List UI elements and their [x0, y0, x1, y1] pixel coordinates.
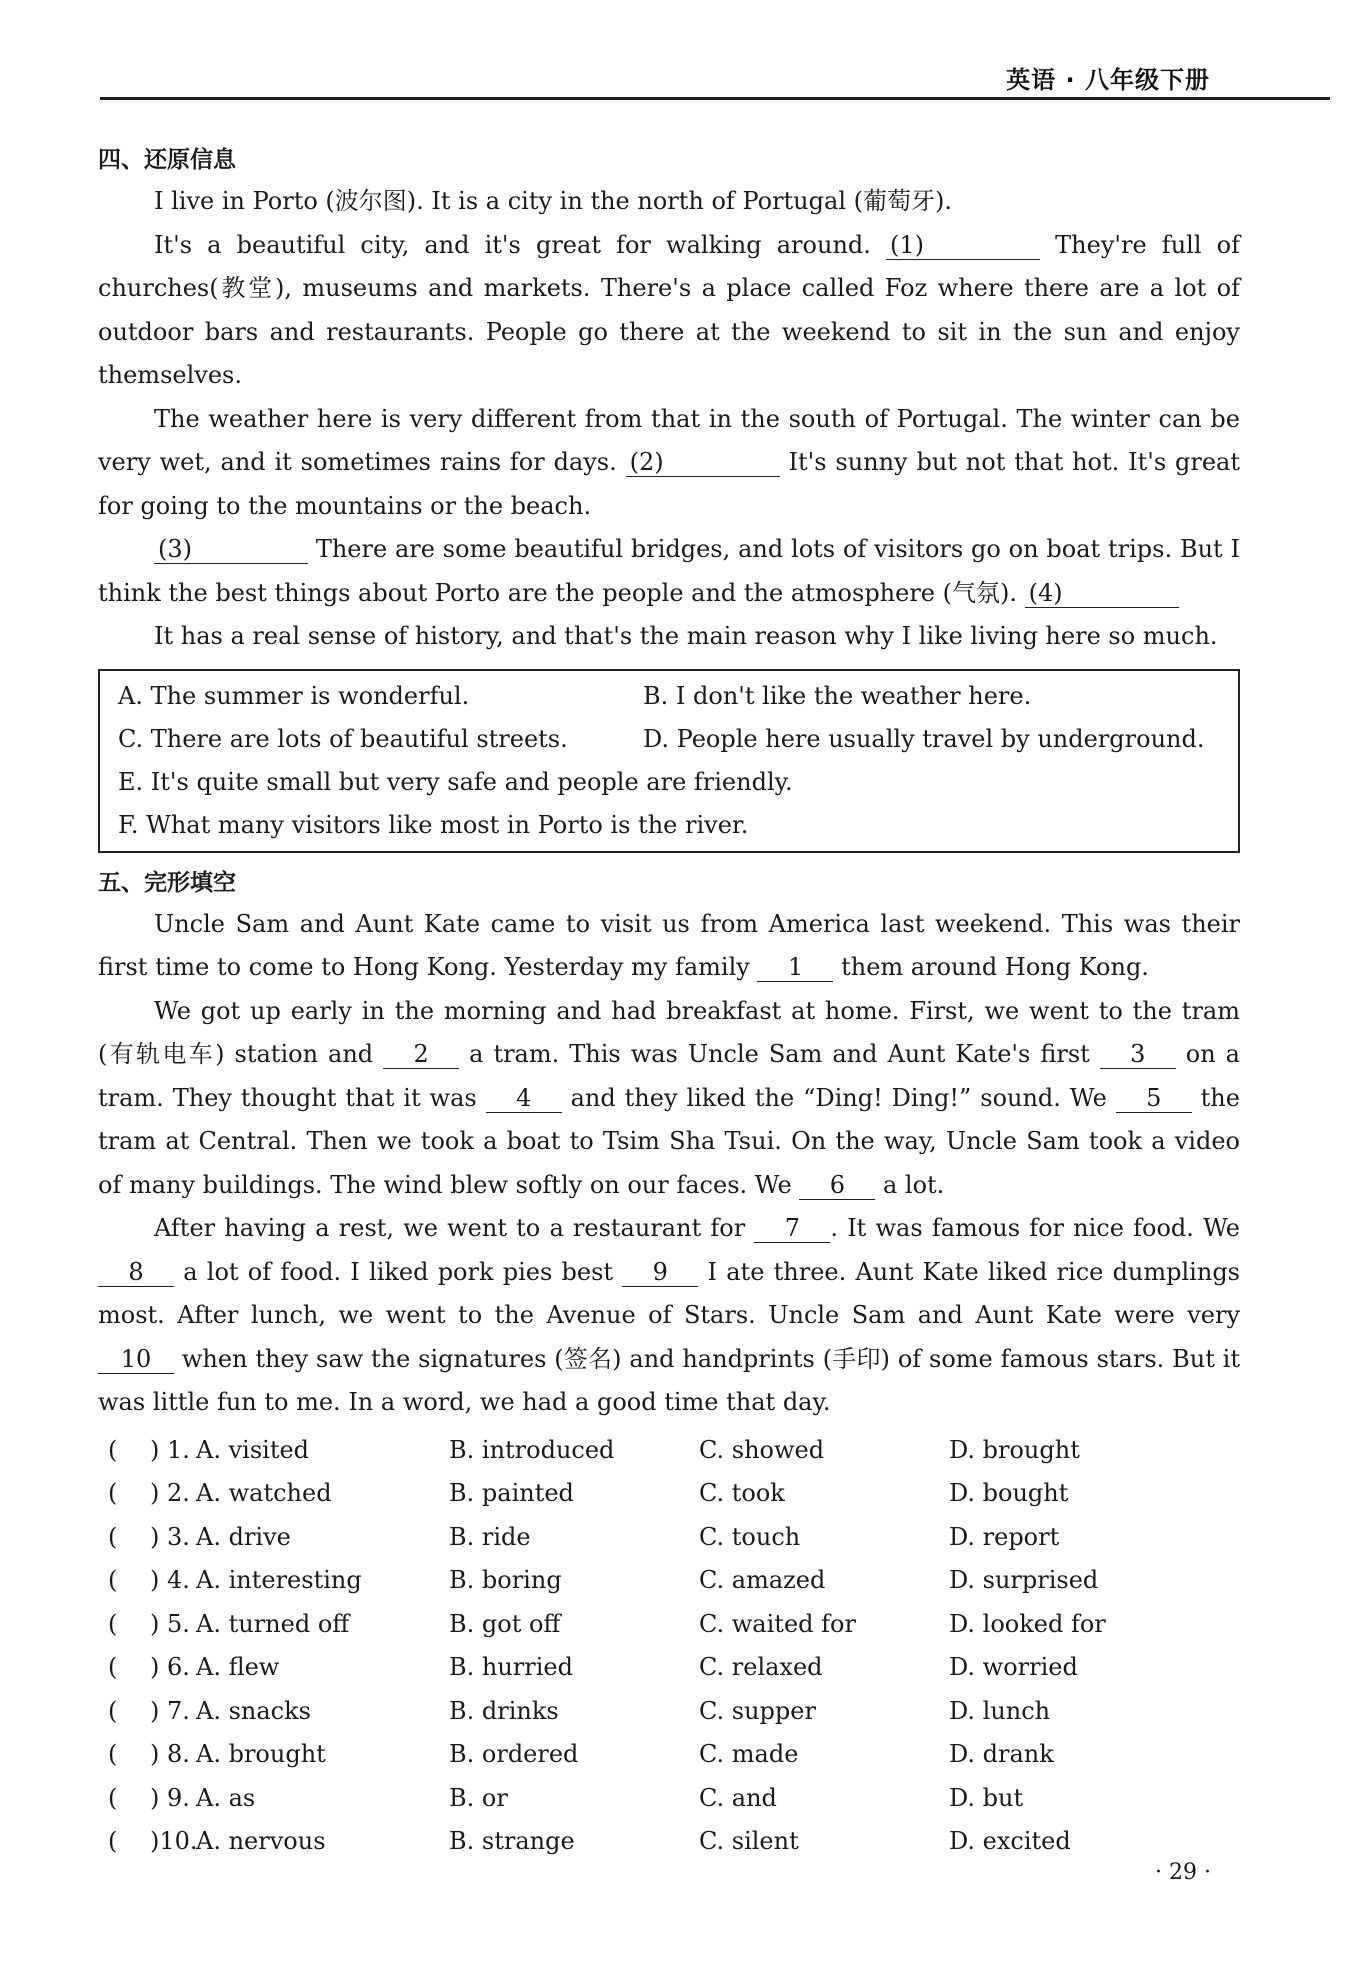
cloze-blank-7[interactable]: 7 — [754, 1214, 830, 1243]
cloze-blank-6[interactable]: 6 — [799, 1171, 875, 1200]
paragraph-text: them around Hong Kong. — [841, 953, 1149, 981]
choice-a: A. brought — [196, 1740, 326, 1768]
choice-b: B. introduced — [449, 1435, 615, 1464]
question-number: )10. — [150, 1827, 198, 1855]
choice-d: D. surprised — [949, 1566, 1099, 1594]
choice-a: A. nervous — [196, 1827, 326, 1855]
choice-c: C. supper — [699, 1696, 816, 1725]
option-a: A. The summer is wonderful. — [118, 681, 470, 710]
paragraph-text: I live in Porto (波尔图). It is a city in the north of Portugal (葡萄牙). — [154, 187, 952, 215]
choice-d: D. bought — [949, 1479, 1069, 1507]
option-d: D. People here usually travel by underground. — [643, 724, 1205, 753]
answer-blank-4[interactable]: (4) — [1025, 579, 1179, 608]
choice-row — [98, 1820, 1240, 1864]
page-content — [98, 140, 1240, 1864]
choice-c: C. and — [699, 1783, 777, 1812]
answer-paren[interactable]: ( — [108, 1783, 118, 1812]
choice-d: D. worried — [949, 1653, 1078, 1681]
choice-row — [98, 1516, 1240, 1560]
choice-list — [98, 1429, 1240, 1864]
choice-row — [98, 1777, 1240, 1821]
page-number: · 29 · — [1155, 1860, 1211, 1885]
answer-blank-3[interactable]: (3) — [154, 535, 308, 564]
choice-row — [98, 1603, 1240, 1647]
choice-c: C. took — [699, 1479, 785, 1507]
cloze-blank-9[interactable]: 9 — [622, 1258, 698, 1287]
question-number: ) 9. — [150, 1783, 190, 1812]
choice-row — [98, 1733, 1240, 1777]
choice-d: D. lunch — [949, 1696, 1051, 1725]
answer-paren[interactable]: ( — [108, 1522, 118, 1551]
paragraph-text: It has a real sense of history, and that's the main reason why I like living here so much. — [154, 622, 1218, 650]
choice-d: D. looked for — [949, 1609, 1106, 1638]
choice-row — [98, 1472, 1240, 1516]
answer-paren[interactable]: ( — [108, 1609, 118, 1638]
paragraph-text: and they liked the “Ding! Ding!” sound. We — [570, 1083, 1107, 1112]
choice-b: B. ordered — [449, 1740, 579, 1768]
cloze-blank-4[interactable]: 4 — [486, 1084, 562, 1113]
paragraph-text: It's a beautiful city, and it's great for walking around. — [154, 230, 871, 259]
paragraph-text: I ate three. Aunt Kate liked rice dumplings most. After lunch, we went to the Avenue of Stars. Uncle Sam and Aunt Kate were very — [98, 1257, 1240, 1329]
choice-d: D. report — [949, 1522, 1060, 1551]
section4-paragraph-3 — [98, 398, 1240, 529]
choice-b: B. painted — [449, 1479, 574, 1507]
choice-row — [98, 1559, 1240, 1603]
answer-paren[interactable]: ( — [108, 1696, 118, 1725]
cloze-blank-8[interactable]: 8 — [98, 1258, 174, 1287]
choice-c: C. touch — [699, 1522, 801, 1551]
paragraph-text: There are some beautiful bridges, and lots of visitors go on boat trips. But I think the best things about Porto are the people and the atmosphere (气氛). — [98, 535, 1240, 607]
paragraph-text: The weather here is very different from that in the south of Portugal. The winter can be very wet, and it sometimes rains for days. — [98, 404, 1240, 476]
paragraph-text: the tram at Central. Then we took a boat to Tsim Sha Tsui. On the way, Uncle Sam took a video of many buildings. The wind blew softly on our faces. We — [98, 1083, 1240, 1199]
paragraph-text: Uncle Sam and Aunt Kate came to visit us from America last weekend. This was their first time to come to Hong Kong. Yesterday my family — [98, 909, 1240, 981]
paragraph-text: when they saw the signatures (签名) and handprints (手印) of some famous stars. But it was little fun to me. In a word, we had a good time that day. — [98, 1344, 1240, 1416]
choice-a: A. as — [196, 1783, 256, 1812]
answer-paren[interactable]: ( — [108, 1827, 118, 1855]
paragraph-text: a tram. This was Uncle Sam and Aunt Kate's first — [469, 1040, 1090, 1068]
section4-paragraph-5 — [98, 615, 1240, 659]
option-e: E. It's quite small but very safe and people are friendly. — [118, 767, 793, 796]
answer-paren[interactable]: ( — [108, 1435, 118, 1464]
section4-paragraph-4 — [98, 528, 1240, 615]
section5-paragraph-2 — [98, 990, 1240, 1208]
question-number: ) 6. — [150, 1653, 190, 1681]
choice-b: B. boring — [449, 1566, 562, 1594]
answer-blank-1[interactable]: (1) — [886, 231, 1040, 260]
header-title: 英语 · 八年级下册 — [1006, 66, 1210, 94]
choice-d: D. brought — [949, 1435, 1080, 1464]
paragraph-text: . It was famous for nice food. We — [830, 1214, 1240, 1242]
cloze-blank-2[interactable]: 2 — [383, 1040, 459, 1069]
answer-paren[interactable]: ( — [108, 1653, 118, 1681]
answer-paren[interactable]: ( — [108, 1566, 118, 1594]
section5-paragraph-1 — [98, 903, 1240, 990]
answer-blank-2[interactable]: (2) — [626, 448, 780, 477]
choice-b: B. ride — [449, 1522, 531, 1551]
choice-a: A. drive — [196, 1522, 291, 1551]
page-header — [0, 0, 1350, 100]
choice-a: A. turned off — [196, 1609, 350, 1638]
option-b: B. I don't like the weather here. — [643, 681, 1032, 710]
paragraph-text: They're full of churches(教堂), museums and markets. There's a place called Foz where there are a lot of outdoor bars and restaurants. People go there at the weekend to sit in the sun and enjoy themselves. — [98, 230, 1240, 389]
paragraph-text: We got up early in the morning and had breakfast at home. First, we went to the tram (有轨电车) station and — [98, 996, 1240, 1068]
header-divider — [100, 97, 1330, 100]
question-number: ) 7. — [150, 1696, 190, 1725]
answer-paren[interactable]: ( — [108, 1740, 118, 1768]
paragraph-text: After having a rest, we went to a restaurant for — [154, 1214, 746, 1242]
section5-paragraph-3 — [98, 1207, 1240, 1425]
choice-row — [98, 1429, 1240, 1473]
choice-c: C. relaxed — [699, 1653, 823, 1681]
section4-paragraph-2 — [98, 224, 1240, 398]
choice-d: D. but — [949, 1783, 1024, 1812]
cloze-blank-5[interactable]: 5 — [1116, 1084, 1192, 1113]
question-number: ) 2. — [150, 1479, 190, 1507]
choice-a: A. watched — [196, 1479, 332, 1507]
choice-c: C. made — [699, 1740, 799, 1768]
choice-b: B. or — [449, 1783, 508, 1812]
choice-c: C. waited for — [699, 1609, 856, 1638]
cloze-blank-3[interactable]: 3 — [1100, 1040, 1176, 1069]
choice-row — [98, 1646, 1240, 1690]
choice-b: B. hurried — [449, 1653, 573, 1681]
choice-b: B. drinks — [449, 1696, 559, 1725]
paragraph-text: a lot. — [882, 1170, 945, 1199]
answer-paren[interactable]: ( — [108, 1479, 118, 1507]
choice-row — [98, 1690, 1240, 1734]
choice-a: A. visited — [196, 1435, 310, 1464]
paragraph-text: It's sunny but not that hot. It's great for going to the mountains or the beach. — [98, 448, 1241, 520]
cloze-blank-1[interactable]: 1 — [757, 953, 833, 982]
choice-b: B. got off — [449, 1609, 561, 1638]
choice-c: C. showed — [699, 1435, 825, 1464]
paragraph-text: a lot of food. I liked pork pies best — [183, 1257, 614, 1286]
option-f: F. What many visitors like most in Porto is the river. — [118, 810, 749, 839]
section4-title: 四、还原信息 — [98, 147, 236, 173]
choice-d: D. drank — [949, 1740, 1054, 1768]
cloze-blank-10[interactable]: 10 — [98, 1345, 174, 1374]
choice-d: D. excited — [949, 1827, 1071, 1855]
question-number: ) 8. — [150, 1740, 190, 1768]
choice-a: A. flew — [196, 1653, 280, 1681]
paragraph-text: on a tram. They thought that it was — [98, 1040, 1240, 1112]
question-number: ) 4. — [150, 1566, 190, 1594]
question-number: ) 5. — [150, 1609, 190, 1638]
option-c: C. There are lots of beautiful streets. — [118, 724, 568, 753]
choice-b: B. strange — [449, 1827, 575, 1855]
options-box — [98, 669, 1240, 853]
section5-title: 五、完形填空 — [98, 869, 236, 896]
choice-c: C. silent — [699, 1827, 799, 1855]
question-number: ) 1. — [150, 1435, 190, 1464]
section4-paragraph-1 — [98, 180, 1240, 224]
choice-a: A. snacks — [196, 1696, 311, 1725]
choice-c: C. amazed — [699, 1566, 826, 1594]
question-number: ) 3. — [150, 1522, 190, 1551]
choice-a: A. interesting — [196, 1566, 362, 1594]
